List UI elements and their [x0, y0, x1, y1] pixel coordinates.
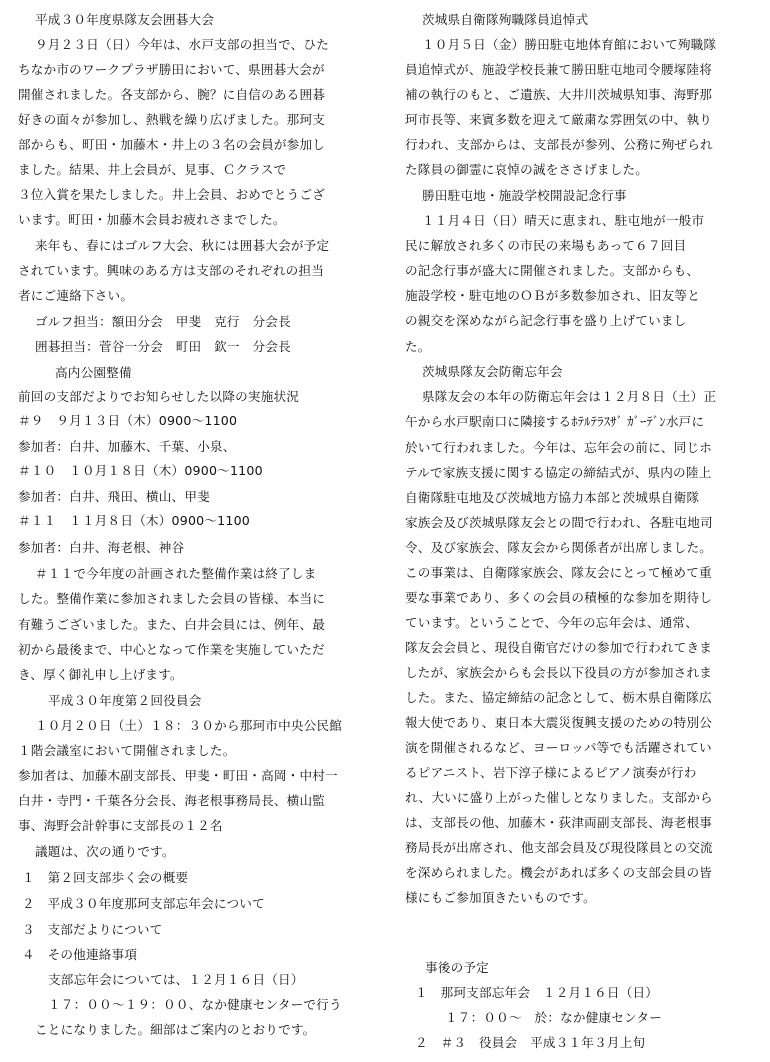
right-column-line: １ 那珂支部忘年会 １２月１６日（日）	[415, 985, 659, 1000]
left-column-line: 初から最後まで、中心となって作業を実施していただ	[18, 642, 325, 657]
left-column-line: 参加者：白井、飛田、横山、甲斐	[18, 489, 210, 504]
left-column-line: います。町田・加藤木会員お疲れさまでした。	[18, 212, 286, 227]
right-column-line: の親交を深めながら記念行事を盛り上げていまし	[405, 313, 687, 328]
left-column-line: 来年も、春にはゴルフ大会、秋には囲碁大会が予定	[35, 238, 330, 253]
left-column-line: ことになりました。細部はご案内のとおりです。	[35, 1022, 316, 1037]
right-column-line: 様にもご参加頂きたいものです。	[405, 890, 596, 905]
left-column-line: 平成３０年度第２回役員会	[48, 693, 202, 708]
right-column-line: た。	[405, 339, 431, 354]
right-column-line: 自衛隊駐屯地及び茨城地方協力本部と茨城県自衛隊	[405, 490, 700, 505]
right-column-line: 於いて行われました。今年は、忘年会の前に、同じホ	[405, 440, 713, 455]
left-column-line: 好きの面々が参加し、熱戦を繰り広げました。那珂支	[18, 112, 326, 127]
right-column-line: 茨城県自衛隊殉職隊員追悼式	[422, 12, 589, 27]
left-column-line: １７：００～１９：００、なか健康センターで行う	[48, 997, 342, 1012]
left-column-line: き、厚く御礼申し上げます。	[18, 667, 183, 682]
right-column-line: 隊友会会員と、現役自衛官だけの参加で行われてきま	[405, 640, 713, 655]
left-column-line: ４ その他連絡事項	[22, 947, 138, 962]
right-column-line: 施設学校・駐屯地のＯＢが多数参加され、旧友等と	[405, 288, 701, 303]
left-column-line: ちなか市のワークプラザ勝田において、県囲碁大会が	[18, 62, 325, 77]
right-column-line: １０月５日（金）勝田駐屯地体育館において殉職隊	[422, 37, 717, 52]
left-column-line: １０月２０日（土）１８：３０から那珂市中央公民館	[35, 718, 343, 733]
left-column-line: されています。興味のある方は支部のそれぞれの担当	[18, 263, 325, 278]
left-column-line: 者にご連絡下さい。	[18, 288, 134, 303]
left-column-line: ました。結果、井上会員が、見事、Ｃクラスで	[18, 162, 287, 177]
right-column-line: ２ ＃３ 役員会 平成３１年３月上旬	[415, 1035, 646, 1050]
left-column-line: 平成３０年度県隊友会囲碁大会	[35, 12, 215, 27]
right-column-line: テルで家族支援に関する協定の締結式が、県内の陸上	[405, 465, 712, 480]
right-column-line: 要な事業であり、多くの会員の積極的な参加を期待し	[405, 590, 713, 605]
left-column-line: ＃９ ９月１３日（木）0900～1100	[18, 413, 238, 428]
right-column-line: 午から水戸駅南口に隣接するﾎﾃﾙﾃﾗｽｻﾞ ｶﾞｰﾃﾞﾝ水戸に	[405, 414, 705, 429]
left-column-line: 議題は、次の通りです。	[35, 844, 175, 859]
right-column-line: した。また、協定締結の記念として、栃木県自衛隊広	[405, 690, 712, 705]
left-column-line: 開催されました。各支部から、腕？に自信のある囲碁	[18, 87, 326, 102]
left-column-line: 参加者は、加藤木副支部長、甲斐・町田・高岡・中村一	[18, 768, 338, 783]
left-column-line: １ 第２回支部歩く会の概要	[22, 870, 189, 885]
left-column-line: ＃１１ １１月８日（木）0900～1100	[18, 513, 251, 528]
left-column-line: ２ 平成３０年度那珂支部忘年会について	[22, 896, 265, 911]
left-column-line: ９月２３日（日）今年は、水戸支部の担当で、ひた	[35, 37, 330, 52]
left-column-line: 支部忘年会については、１２月１６日（日）	[48, 972, 304, 987]
right-column-line: 珂市長等、来賓多数を迎えて厳粛な雰囲気の中、執り	[405, 112, 713, 127]
left-column-line: 高内公園整備	[55, 365, 132, 380]
right-column-line: 務局長が出席され、他支部会員及び現役隊員との交流	[405, 840, 713, 855]
left-column-line: 前回の支部だよりでお知らせした以降の実施状況	[18, 389, 300, 404]
left-column-line: した。整備作業に参加されました会員の皆様、本当に	[18, 591, 326, 606]
right-column-line: 員追悼式が、施設学校長兼て勝田駐屯地司令腰塚陸将	[405, 62, 713, 77]
left-column-line: ３位入賞を果たしました。井上会員、おめでとうござ	[18, 187, 326, 202]
left-column-line: 参加者：白井、海老根、神谷	[18, 540, 185, 555]
right-column-line: れ、大いに盛り上がった催しとなりました。支部から	[405, 790, 713, 805]
right-column-line: 家族会及び茨城県隊友会との間で行われ、各駐屯地司	[405, 515, 713, 530]
right-column-line: 行われ、支部からは、支部長が参列、公務に殉ぜられ	[405, 137, 713, 152]
right-column-line: 報大使であり、東日本大震災復興支援のための特別公	[405, 715, 713, 730]
right-column-line: １７：００～ 於：なか健康センター	[445, 1010, 662, 1025]
right-column-line: を深められました。機会があれば多くの支部会員の皆	[405, 865, 713, 880]
right-column-line: るピアニスト、岩下淳子様によるピアノ演奏が行わ	[405, 765, 697, 780]
right-column-line: た隊員の御霊に哀悼の誠をささげました。	[405, 162, 649, 177]
right-column-line: ています。ということで、今年の忘年会は、通常、	[405, 615, 698, 630]
left-column-line: 白井・寺門・千葉各分会長、海老根事務局長、横山監	[18, 793, 326, 808]
right-column-line: 演を開催されるなど、ヨーロッパ等でも活躍されてい	[405, 740, 712, 755]
left-column-line: ＃１１で今年度の計画された整備作業は終了しま	[35, 566, 317, 581]
left-column-line: ３ 支部だよりについて	[22, 922, 163, 937]
right-column-line: この事業は、自衛隊家族会、隊友会にとって極めて重	[405, 565, 712, 580]
left-column-line: 事、海野会計幹事に支部長の１２名	[18, 818, 223, 833]
right-column-line: したが、家族会からも会長以下役員の方が参加されま	[405, 665, 713, 680]
right-column-line: の記念行事が盛大に開催されました。支部からも、	[405, 263, 700, 278]
left-column-line: 参加者：白井、加藤木、千葉、小泉、	[18, 439, 236, 454]
right-column-line: は、支部長の他、加藤木・荻津両副支部長、海老根事	[405, 815, 713, 830]
right-column-line: 事後の予定	[425, 960, 489, 975]
right-column-line: 茨城県隊友会防衛忘年会	[422, 364, 563, 379]
right-column-line: 令、及び家族会、隊友会から関係者が出席しました。	[405, 540, 713, 555]
right-column-line: 補の執行のもと、ご遺族、大井川茨城県知事、海野那	[405, 87, 713, 102]
right-column-line: 勝田駐屯地・施設学校開設記念行事	[422, 188, 627, 203]
left-column-line: ゴルフ担当：額田分会 甲斐 克行 分会長	[35, 314, 291, 329]
left-column-line: ＃１０ １０月１８日（木）0900～1100	[18, 463, 263, 478]
right-column-line: 県隊友会の本年の防衛忘年会は１２月８日（土）正	[422, 389, 717, 404]
right-column-line: １１月４日（日）晴天に恵まれ、駐屯地が一般市	[422, 213, 705, 228]
left-column-line: 囲碁担当：菅谷一分会 町田 欽一 分会長	[35, 339, 291, 354]
right-column-line: 民に解放され多くの市民の来場もあって６７回目	[405, 238, 687, 253]
left-column-line: 部からも、町田・加藤木・井上の３名の会員が参加し	[18, 137, 326, 152]
left-column-line: 有難うございました。また、白井会員には、例年、最	[18, 617, 326, 632]
left-column-line: １階会議室において開催されました。	[18, 743, 236, 758]
